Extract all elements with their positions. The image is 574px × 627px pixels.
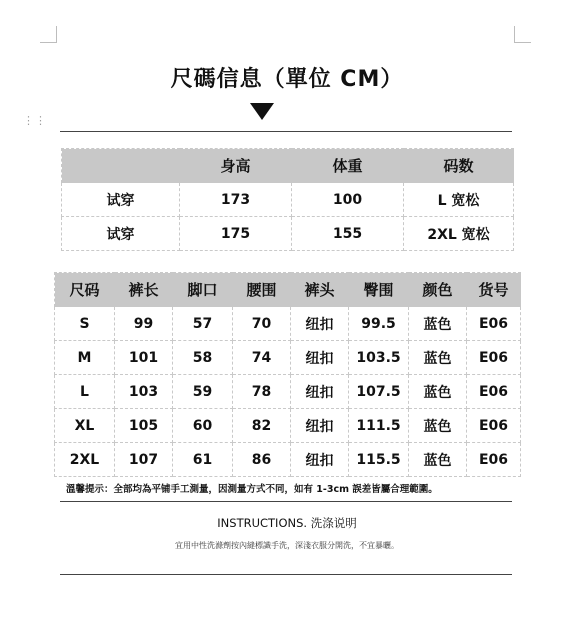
table-cell: 70: [233, 307, 291, 341]
table-row: [55, 443, 521, 477]
down-triangle-icon: [250, 103, 274, 120]
table-cell: 试穿: [62, 217, 180, 251]
table-cell: 试穿: [62, 183, 180, 217]
table-row: [55, 341, 521, 375]
bottom-divider: [60, 574, 512, 575]
table-cell: 74: [233, 341, 291, 375]
size-header-cell: 臀围: [349, 273, 409, 307]
table-row: [62, 183, 514, 217]
table-cell: 107: [115, 443, 173, 477]
table-cell: 蓝色: [409, 341, 467, 375]
page-title: 尺碼信息（單位 CM）: [170, 67, 404, 92]
size-table-header: [55, 273, 521, 307]
table-cell: E06: [467, 375, 521, 409]
size-header-cell: 尺码: [55, 273, 115, 307]
title-divider: [60, 131, 512, 132]
table-cell: 61: [173, 443, 233, 477]
table-cell: E06: [467, 341, 521, 375]
table-cell: 蓝色: [409, 375, 467, 409]
size-header-cell: 裤头: [291, 273, 349, 307]
table-cell: E06: [467, 307, 521, 341]
table-cell: 2XL: [55, 443, 115, 477]
table-cell: 纽扣: [291, 307, 349, 341]
size-table: [54, 272, 521, 477]
table-cell: 86: [233, 443, 291, 477]
table-cell: 103.5: [349, 341, 409, 375]
table-cell: 纽扣: [291, 409, 349, 443]
table-cell: M: [55, 341, 115, 375]
fit-header-cell: 身高: [180, 149, 292, 183]
table-cell: 57: [173, 307, 233, 341]
table-cell: 155: [292, 217, 404, 251]
size-header-cell: 腰围: [233, 273, 291, 307]
table-cell: 103: [115, 375, 173, 409]
fit-header-cell: 体重: [292, 149, 404, 183]
crop-mark-top-right: [514, 26, 531, 43]
size-header-cell: 脚口: [173, 273, 233, 307]
size-header-cell: 裤长: [115, 273, 173, 307]
table-cell: 58: [173, 341, 233, 375]
measurement-note: 溫馨提示：全部均為平铺手工測量，因測量方式不同，如有 1-3cm 誤差皆屬合理範圍。: [66, 484, 438, 495]
table-cell: 78: [233, 375, 291, 409]
table-cell: XL: [55, 409, 115, 443]
fit-table-header: [62, 149, 514, 183]
table-cell: S: [55, 307, 115, 341]
table-cell: 纽扣: [291, 375, 349, 409]
table-cell: 蓝色: [409, 443, 467, 477]
table-row: [55, 307, 521, 341]
table-row: [55, 409, 521, 443]
table-cell: 82: [233, 409, 291, 443]
table-cell: 2XL 宽松: [404, 217, 514, 251]
table-cell: E06: [467, 409, 521, 443]
table-row: [55, 375, 521, 409]
note-divider: [60, 501, 512, 502]
table-cell: 59: [173, 375, 233, 409]
crop-mark-top-left: [40, 26, 57, 43]
table-row: [62, 217, 514, 251]
table-cell: 175: [180, 217, 292, 251]
table-cell: 蓝色: [409, 307, 467, 341]
instructions-title: INSTRUCTIONS. 洗涤说明: [217, 516, 357, 530]
table-cell: 60: [173, 409, 233, 443]
table-cell: 107.5: [349, 375, 409, 409]
table-cell: 99: [115, 307, 173, 341]
table-cell: L: [55, 375, 115, 409]
instructions-text: 宜用中性洗滌劑按內縫標識手洗，深淺衣服分開洗，不宜暴曬。: [175, 541, 399, 550]
table-cell: 101: [115, 341, 173, 375]
fit-table: [61, 148, 514, 251]
table-cell: 蓝色: [409, 409, 467, 443]
table-cell: 99.5: [349, 307, 409, 341]
fit-header-cell: 码数: [404, 149, 514, 183]
drag-handle-icon[interactable]: ⋮⋮: [23, 114, 47, 127]
table-cell: 105: [115, 409, 173, 443]
table-cell: E06: [467, 443, 521, 477]
size-header-cell: 颜色: [409, 273, 467, 307]
fit-header-cell: [62, 149, 180, 183]
table-cell: 100: [292, 183, 404, 217]
table-cell: 111.5: [349, 409, 409, 443]
table-cell: 纽扣: [291, 443, 349, 477]
table-cell: 173: [180, 183, 292, 217]
table-cell: L 宽松: [404, 183, 514, 217]
size-header-cell: 货号: [467, 273, 521, 307]
table-cell: 纽扣: [291, 341, 349, 375]
table-cell: 115.5: [349, 443, 409, 477]
